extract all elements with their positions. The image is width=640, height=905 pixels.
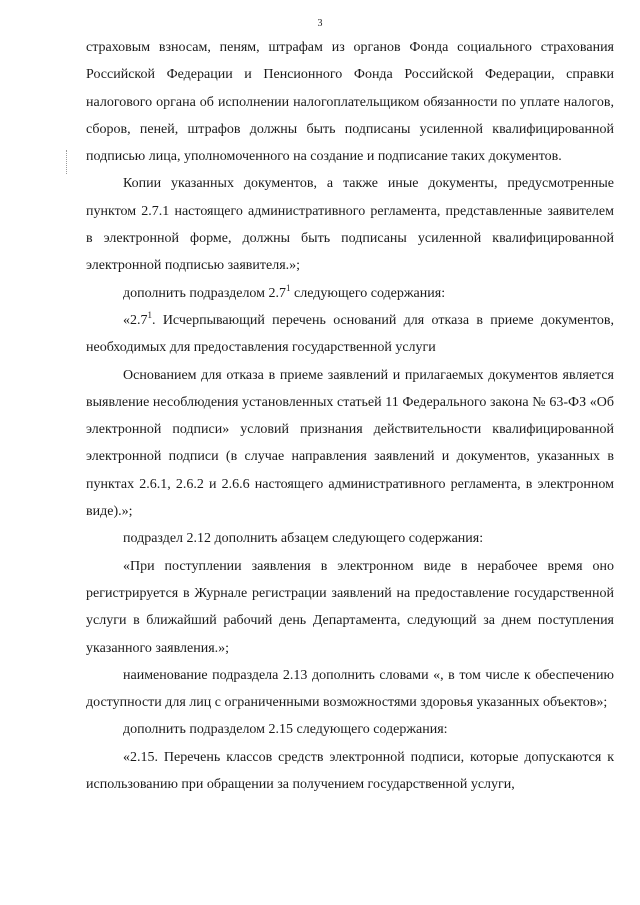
superscript: 1 bbox=[147, 309, 152, 320]
paragraph-subsection-2-12: подраздел 2.12 дополнить абзацем следующего содержания: bbox=[123, 531, 484, 547]
paragraph-copies-of-documents: Копии указанных документов, а также иные документы, предусмотренные пунктом 2.7.1 настоящего административного регламента, представленные заявителем в электронной форме, должны быть подписаны усиленной квалифицированной электронной подписью заявителя.»; bbox=[86, 176, 614, 274]
paragraph-text-before: «2.7 bbox=[123, 312, 148, 328]
paragraph-text-before: дополнить подразделом 2.7 bbox=[123, 285, 287, 301]
paragraph-subsection-2-7-1-title bbox=[86, 307, 614, 362]
page-number: 3 bbox=[317, 18, 323, 29]
margin-mark bbox=[66, 150, 69, 174]
document-body bbox=[86, 34, 614, 798]
paragraph-refusal-grounds: Основанием для отказа в приеме заявлений и прилагаемых документов является выявление несоблюдения установленных статьей 11 Федерального закона № 63-ФЗ «Об электронной подписи» условий признания действительности квалифицированной электронной подписи (в случае направления заявлений и документов, указанных в пунктах 2.6.1, 2.6.2 и 2.6.6 настоящего административного регламента, в электронном виде).»; bbox=[86, 367, 614, 520]
paragraph-continuation: страховым взносам, пеням, штрафам из органов Фонда социального страхования Российской Федерации и Пенсионного Фонда Российской Федерации, справки налогового органа об исполнении налогоплательщиком обязанности по уплате налогов, сборов, пеней, штрафов должны быть подписаны усиленной квалифицированной подписью лица, уполномоченного на создание и подписание таких документов. bbox=[86, 40, 614, 165]
paragraph-add-subsection-2-15: дополнить подразделом 2.15 следующего содержания: bbox=[123, 722, 448, 738]
paragraph-subsection-2-13: наименование подраздела 2.13 дополнить словами «, в том числе к обеспечению доступности для лиц с ограниченными возможностями здоровья указанных объектов»; bbox=[86, 667, 614, 711]
paragraph-add-subsection-2-7-1 bbox=[86, 280, 614, 307]
paragraph-text-after: . Исчерпывающий перечень оснований для отказа в приеме документов, необходимых для предоставления государственной услуги bbox=[86, 312, 614, 356]
superscript: 1 bbox=[286, 282, 291, 293]
paragraph-text-after: следующего содержания: bbox=[290, 285, 446, 301]
paragraph-non-working-hours: «При поступлении заявления в электронном виде в нерабочее время оно регистрируется в Журнале регистрации заявлений на предоставление государственной услуги в ближайший рабочий день Департамента, следующий за днем поступления указанного заявления.»; bbox=[86, 558, 614, 656]
paragraph-subsection-2-15-text: «2.15. Перечень классов средств электронной подписи, которые допускаются к использованию при обращении за получением государственной услуги, bbox=[86, 749, 614, 793]
